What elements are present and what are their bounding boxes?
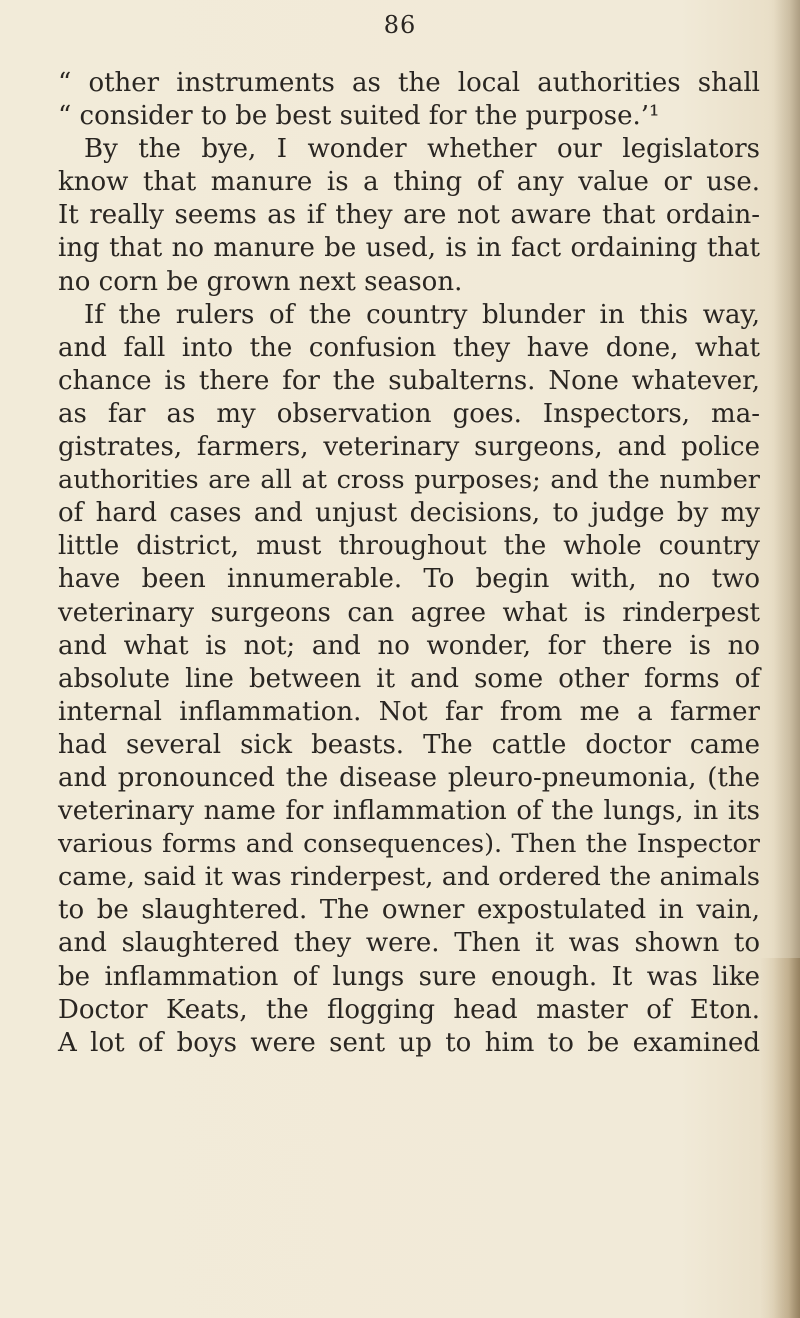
text-line: chance is there for the subalterns. None whatever, bbox=[58, 365, 760, 396]
text-line: “ consider to be best suited for the purpose.’¹ bbox=[58, 101, 660, 132]
text-line: and pronounced the disease pleuro-pneumonia, (the bbox=[58, 762, 760, 793]
text-line: came, said it was rinderpest, and ordered the animals bbox=[58, 862, 760, 893]
text-line: gistrates, farmers, veterinary surgeons, and police bbox=[58, 432, 760, 463]
text-line: authorities are all at cross purposes; and the number bbox=[58, 465, 760, 496]
text-line: various forms and consequences). Then the Inspector bbox=[58, 829, 760, 860]
text-line: to be slaughtered. The owner expostulated in vain, bbox=[58, 895, 760, 926]
text-line: have been innumerable. To begin with, no two bbox=[58, 564, 760, 595]
text-line: as far as my observation goes. Inspectors, ma- bbox=[58, 398, 760, 429]
text-line: ing that no manure be used, is in fact ordaining that bbox=[58, 233, 760, 264]
text-line: little district, must throughout the whole country bbox=[58, 531, 760, 562]
page-stain bbox=[760, 958, 800, 1318]
text-line: absolute line between it and some other forms of bbox=[58, 663, 760, 694]
text-line: veterinary surgeons can agree what is rinderpest bbox=[58, 597, 760, 628]
text-line: A lot of boys were sent up to him to be examined bbox=[58, 1027, 760, 1058]
text-line: had several sick beasts. The cattle doctor came bbox=[58, 729, 760, 760]
page-number: 86 bbox=[383, 11, 417, 39]
text-line: know that manure is a thing of any value or use. bbox=[58, 167, 760, 198]
text-line: no corn be grown next season. bbox=[58, 266, 463, 297]
text-line: and what is not; and no wonder, for there is no bbox=[58, 630, 760, 661]
text-line: “ other instruments as the local authorities shall bbox=[58, 68, 760, 98]
text-line: be inflammation of lungs sure enough. It was like bbox=[58, 961, 760, 992]
text-line: internal inflammation. Not far from me a farmer bbox=[58, 696, 760, 727]
text-line: If the rulers of the country blunder in this way, bbox=[84, 299, 760, 330]
text-line: and fall into the confusion they have done, what bbox=[58, 332, 760, 363]
text-line: Doctor Keats, the flogging head master of Eton. bbox=[58, 994, 760, 1025]
text-line: It really seems as if they are not aware that ordain- bbox=[58, 200, 760, 231]
body-text bbox=[58, 67, 760, 1060]
text-line: veterinary name for inflammation of the lungs, in its bbox=[58, 796, 760, 827]
text-line: of hard cases and unjust decisions, to judge by my bbox=[58, 498, 760, 529]
text-line: and slaughtered they were. Then it was shown to bbox=[58, 928, 760, 959]
text-line: By the bye, I wonder whether our legislators bbox=[84, 134, 760, 165]
